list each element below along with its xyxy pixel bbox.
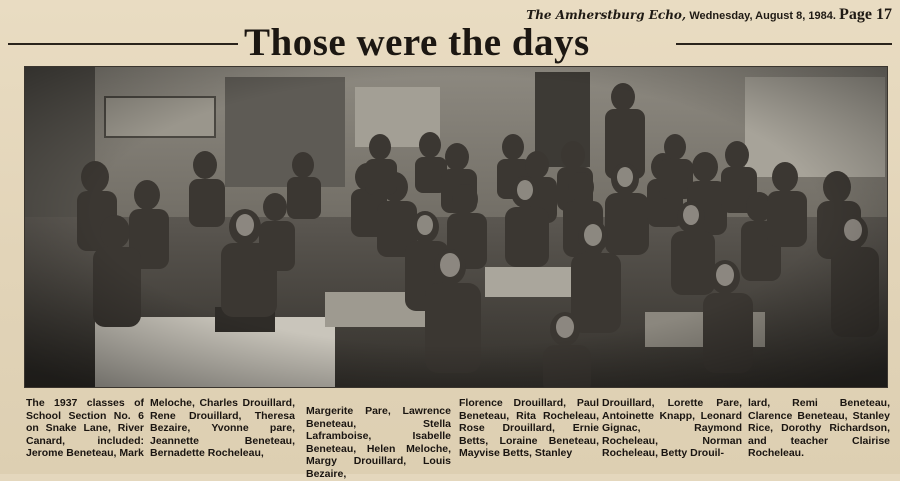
class-photo: [24, 66, 888, 388]
headline-rule-right: [676, 43, 892, 45]
caption-column-6: lard, Remi Beneteau, Clarence Beneteau, Stanley Rice, Dorothy Richardson, and teacher Clairise Rocheleau.: [748, 397, 890, 460]
issue-date: Wednesday, August 8, 1984.: [689, 10, 836, 22]
headline: Those were the days: [244, 21, 590, 64]
classroom-photo-icon: [25, 67, 887, 387]
caption-column-1: The 1937 classes of School Section No. 6 on Snake Lane, River Canard, included: Jerome Beneteau, Mark: [26, 397, 144, 460]
caption-column-2: Meloche, Charles Drouillard, Rene Drouillard, Theresa Bezaire, Yvonne pare, Jeannette Beneteau, Bernadette Rocheleau,: [150, 397, 295, 460]
paper-name: The Amherstburg Echo,: [526, 8, 687, 22]
caption-column-4: Florence Drouillard, Paul Beneteau, Rita Rocheleau, Rose Drouillard, Ernie Betts, Loraine Beneteau, Mayvise Betts, Stanley: [459, 397, 599, 460]
caption-column-3: Margerite Pare, Lawrence Beneteau, Stella Laframboise, Isabelle Beneteau, Helen Meloche, Margy Drouillard, Louis Bezaire,: [306, 405, 451, 480]
caption-column-5: Drouillard, Lorette Pare, Antoinette Knapp, Leonard Gignac, Raymond Rocheleau, Norman Rocheleau, Betty Drouil-: [602, 397, 742, 460]
page-number: Page 17: [839, 6, 892, 23]
headline-rule-left: [8, 43, 238, 45]
